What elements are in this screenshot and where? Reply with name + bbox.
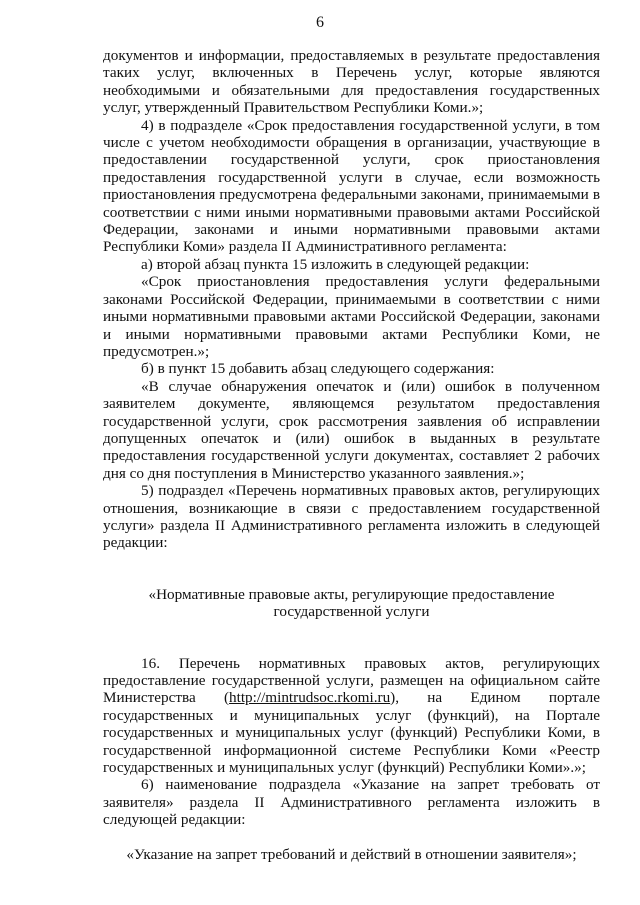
page-number: 6 [316, 14, 324, 31]
paragraph-item-4a: а) второй абзац пункта 15 изложить в следующей редакции: [141, 255, 530, 273]
spacer [103, 621, 600, 638]
spacer [103, 552, 600, 569]
final-heading: «Указание на запрет требований и действий в отношении заявителя»; [126, 845, 577, 863]
paragraph-item-4: 4) в подразделе «Срок предоставления государственной услуги, в том числе с учетом необходимости обращения в организации, участвующие в предоставлении государственной услуги, срок приостановления предоставления государственной услуги в случае, если возможность приостановления предусмотрена федеральными законами, принимаемыми в соответствии с ними иными нормативными правовыми актами Российской Федерации, законами и иными нормативными правовыми актами Республики Коми» раздела II Административного регламента: [103, 116, 600, 256]
document-body [103, 47, 600, 863]
spacer [103, 638, 600, 655]
paragraph-16-text-before-link: 16. Перечень нормативных правовых актов, регулирующих предоставление государственной услуги, размещен на официальном сайте Министерства ( [103, 654, 600, 707]
paragraph-continuation: документов и информации, предоставляемых в результате предоставления таких услуг, включенных в Перечень услуг, которые являются необходимыми и обязательными для предоставления государственных услуг, утвержденный Правительством Республики Коми.»; [103, 47, 600, 117]
spacer [103, 569, 600, 586]
paragraph-item-6: 6) наименование подраздела «Указание на запрет требовать от заявителя» раздела II Административного регламента изложить в следующей редакции: [103, 776, 600, 829]
spacer [103, 829, 600, 846]
paragraph-quote-term: «Срок приостановления предоставления услуги федеральными законами Российской Федерации, принимаемыми в соответствии с ними иными нормативными правовыми актами Российской Федерации, законами и иными нормативными правовыми актами Республики Коми, не предусмотрен.»; [103, 273, 600, 360]
ministry-website-link[interactable]: http://mintrudsoc.rkomi.ru [229, 689, 391, 707]
paragraph-item-5: 5) подраздел «Перечень нормативных правовых актов, регулирующих отношения, возникающие в связи с предоставлением государственной услуги» раздела II Административного регламента изложить в следующей редакции: [103, 482, 600, 552]
section-heading: «Нормативные правовые акты, регулирующие предоставление государственной услуги [148, 585, 555, 621]
paragraph-16 [103, 655, 600, 777]
paragraph-16-text-after-link: ), на Едином портале государственных и муниципальных услуг (функций), на Портале государственных и муниципальных услуг (функций) Республики Коми, в государственной информационной системе Республики Коми «Реестр государственных и муниципальных услуг (функций) Республики Коми».»; [103, 689, 600, 777]
paragraph-quote-errors: «В случае обнаружения опечаток и (или) ошибок в полученном заявителем документе, являющемся результатом предоставления государственной услуги, срок рассмотрения заявления об исправлении допущенных опечаток и (или) ошибок в выданных в результате предоставления государственной услуги документах, составляет 2 рабочих дня со дня поступления в Министерство указанного заявления.»; [103, 377, 600, 482]
paragraph-item-4b: б) в пункт 15 добавить абзац следующего содержания: [141, 360, 495, 378]
